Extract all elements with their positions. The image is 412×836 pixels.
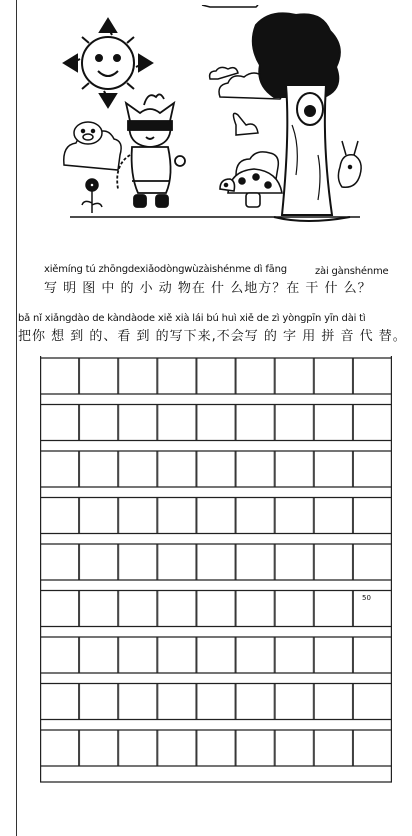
writing-cell[interactable] xyxy=(314,451,352,487)
writing-cell[interactable] xyxy=(41,730,79,766)
margin-line xyxy=(16,0,17,836)
writing-cell[interactable] xyxy=(314,684,352,720)
writing-cell[interactable] xyxy=(353,451,391,487)
writing-cell[interactable] xyxy=(119,637,157,673)
writing-cell[interactable] xyxy=(41,637,79,673)
writing-cell[interactable] xyxy=(236,684,274,720)
writing-cell[interactable] xyxy=(80,684,118,720)
writing-cell[interactable] xyxy=(197,498,235,534)
writing-cell[interactable] xyxy=(275,358,313,394)
writing-cell[interactable] xyxy=(353,591,391,627)
writing-cell[interactable] xyxy=(158,498,196,534)
writing-cell[interactable] xyxy=(314,498,352,534)
writing-cell[interactable] xyxy=(197,358,235,394)
question1-text: 写 明 图 中 的 小 动 物在 什 么地方？在 干 什 么？ xyxy=(44,281,372,296)
writing-cell[interactable] xyxy=(41,544,79,580)
flower-icon xyxy=(82,179,102,213)
writing-cell[interactable] xyxy=(275,451,313,487)
writing-cell[interactable] xyxy=(80,591,118,627)
writing-cell[interactable] xyxy=(314,591,352,627)
writing-cell[interactable] xyxy=(119,684,157,720)
mushroom-icon xyxy=(220,169,282,207)
writing-cell[interactable] xyxy=(41,684,79,720)
writing-cell[interactable] xyxy=(158,405,196,441)
writing-cell[interactable] xyxy=(353,358,391,394)
writing-cell[interactable] xyxy=(158,451,196,487)
writing-cell[interactable] xyxy=(353,637,391,673)
writing-cell[interactable] xyxy=(119,498,157,534)
writing-cell[interactable] xyxy=(197,544,235,580)
question2-pinyin: bǎ nǐ xiǎngdào de kàndàode xiě xià lái bú huì xiě de zì yòngpīn yīn dài tì xyxy=(18,313,366,324)
writing-cell[interactable] xyxy=(275,637,313,673)
writing-cell[interactable] xyxy=(275,544,313,580)
writing-cell[interactable] xyxy=(80,730,118,766)
word-count-marker: 50 xyxy=(362,594,371,602)
writing-cell[interactable] xyxy=(197,451,235,487)
writing-cell[interactable] xyxy=(119,544,157,580)
writing-cell[interactable] xyxy=(80,637,118,673)
writing-cell[interactable] xyxy=(236,591,274,627)
writing-cell[interactable] xyxy=(41,591,79,627)
writing-cell[interactable] xyxy=(236,451,274,487)
writing-cell[interactable] xyxy=(80,498,118,534)
writing-grid-lines xyxy=(40,356,392,784)
writing-cell[interactable] xyxy=(119,451,157,487)
writing-cell[interactable] xyxy=(80,544,118,580)
question2-text: 把你 想 到 的、看 到 的写下来,不会写 的 字 用 拼 音 代 替。 xyxy=(18,329,407,344)
writing-cell[interactable] xyxy=(353,405,391,441)
writing-cell[interactable] xyxy=(275,405,313,441)
writing-cell[interactable] xyxy=(236,358,274,394)
scene-illustration xyxy=(60,5,390,230)
writing-cell[interactable] xyxy=(41,358,79,394)
pig-icon xyxy=(74,122,102,144)
writing-cell[interactable] xyxy=(158,730,196,766)
writing-cell[interactable] xyxy=(236,498,274,534)
writing-cell[interactable] xyxy=(275,730,313,766)
writing-cell[interactable] xyxy=(158,684,196,720)
writing-cell[interactable] xyxy=(41,405,79,441)
writing-cell[interactable] xyxy=(197,591,235,627)
sun-icon xyxy=(64,19,152,107)
writing-cell[interactable] xyxy=(158,591,196,627)
writing-cell[interactable] xyxy=(119,358,157,394)
writing-cell[interactable] xyxy=(80,358,118,394)
writing-grid xyxy=(40,356,392,784)
writing-cell[interactable] xyxy=(314,730,352,766)
writing-cell[interactable] xyxy=(41,498,79,534)
writing-cell[interactable] xyxy=(80,405,118,441)
writing-cell[interactable] xyxy=(158,358,196,394)
writing-cell[interactable] xyxy=(119,405,157,441)
writing-cell[interactable] xyxy=(80,451,118,487)
writing-cell[interactable] xyxy=(236,637,274,673)
writing-cell[interactable] xyxy=(41,451,79,487)
writing-cell[interactable] xyxy=(158,544,196,580)
writing-cell[interactable] xyxy=(158,637,196,673)
writing-cell[interactable] xyxy=(353,730,391,766)
writing-cell[interactable] xyxy=(119,730,157,766)
writing-cell[interactable] xyxy=(197,637,235,673)
writing-cell[interactable] xyxy=(314,544,352,580)
writing-cell[interactable] xyxy=(236,730,274,766)
cat-icon xyxy=(117,94,185,207)
question1-pinyin: xiěmíng tú zhōngdexiǎodòngwùzàishénme dì fāng xyxy=(44,264,287,275)
writing-cell[interactable] xyxy=(197,730,235,766)
writing-cell[interactable] xyxy=(314,637,352,673)
writing-cell[interactable] xyxy=(314,405,352,441)
writing-cell[interactable] xyxy=(353,544,391,580)
writing-cell[interactable] xyxy=(197,405,235,441)
writing-cell[interactable] xyxy=(314,358,352,394)
writing-cell[interactable] xyxy=(236,544,274,580)
writing-cell[interactable] xyxy=(275,591,313,627)
writing-cell[interactable] xyxy=(275,684,313,720)
writing-cell[interactable] xyxy=(353,684,391,720)
question1-pinyin-tail: zài gànshénme xyxy=(315,266,389,277)
writing-cell[interactable] xyxy=(353,498,391,534)
writing-cell[interactable] xyxy=(236,405,274,441)
writing-cell[interactable] xyxy=(197,684,235,720)
writing-cell[interactable] xyxy=(119,591,157,627)
writing-cell[interactable] xyxy=(275,498,313,534)
